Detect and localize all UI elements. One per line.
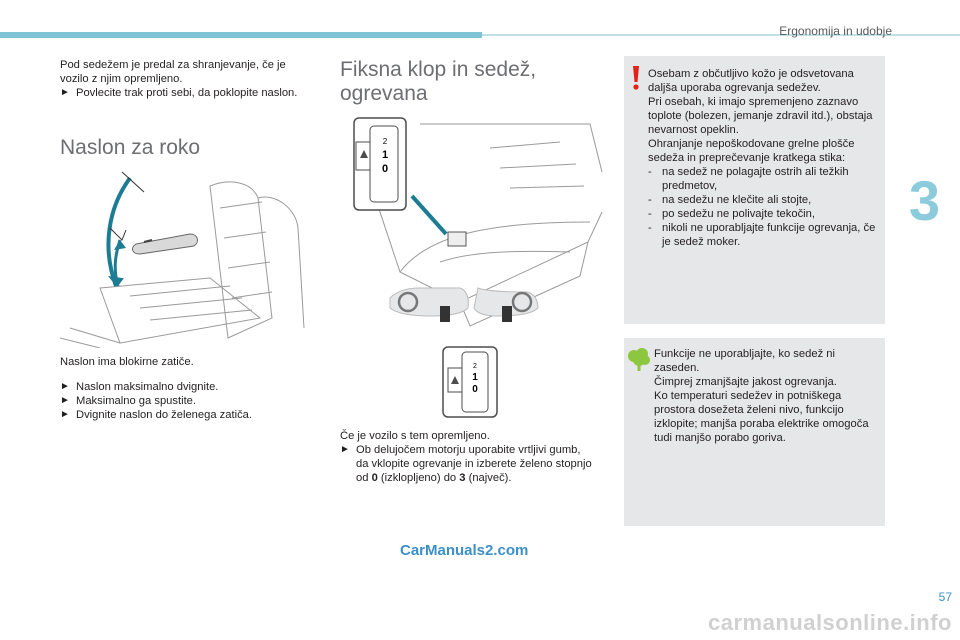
armrest-bullet-1: ► Naslon maksimalno dvignite.: [60, 381, 219, 393]
armrest-text-block: [60, 355, 310, 422]
intro-text: Pod sedežem je predal za shranjevanje, če je vozilo z njim opremljeno.: [60, 59, 286, 85]
warning-paragraph-2: Pri osebah, ki imajo spremenjeno zaznavo toplote (bolezen, jemanje zdravil itd.), obstaja nevarnost opeklin.: [648, 96, 873, 136]
exclamation-warning-icon: [632, 66, 640, 90]
intro-bullet: ► Povlecite trak proti sebi, da poklopite naslon.: [60, 87, 298, 99]
armrest-bullet-2: ► Maksimalno ga spustite.: [60, 395, 197, 407]
eco-line-1: Funkcije ne uporabljajte, ko sedež ni zaseden.: [654, 348, 835, 374]
heated-seat-title: Fiksna klop in sedež, ogrevana: [340, 58, 537, 105]
eco-line-2: Čimprej zmanjšajte jakost ogrevanja.: [654, 376, 837, 388]
heat-dial-closeup: [440, 344, 500, 420]
dial-label-2: 2: [382, 137, 388, 146]
storage-intro: [60, 58, 310, 100]
warning-item-1: - na sedež ne polagajte ostrih ali težkih predmetov,: [648, 166, 849, 192]
eco-line-3: Ko temperaturi sedežev in potniškega prostora dosežeta želeni nivo, funkcijo izklopite; manjša poraba elektrike omogoča tudi manjšo porabo goriva.: [654, 390, 869, 444]
dial-label-0: 0: [381, 163, 389, 175]
watermark-link[interactable]: CarManuals2.com: [400, 542, 529, 559]
eco-box: [624, 338, 885, 526]
bullet-icon: ►: [60, 409, 70, 420]
dial-label-1: 1: [381, 149, 389, 161]
seat-dial-strip: [390, 288, 538, 322]
armrest-illustration: [60, 168, 310, 348]
bullet-icon: ►: [60, 381, 70, 392]
warning-item-3: - po sedežu ne polivajte tekočin,: [648, 208, 815, 220]
warning-box: [624, 56, 885, 324]
heated-seat-illustration: [340, 112, 610, 342]
small-dial-label-2: 2: [473, 363, 477, 370]
page-number: 57: [938, 590, 952, 604]
watermark-bottom: carmanualsonline.info: [708, 610, 952, 635]
small-dial-label-0: 0: [472, 384, 478, 395]
warning-item-4: - nikoli ne uporabljajte funkcije ogrevanja, če je sedež moker.: [648, 222, 876, 248]
armrest-text: Naslon ima blokirne zatiče.: [60, 356, 194, 368]
warning-paragraph-3: Ohranjanje nepoškodovane grelne plošče sedeža in preprečevanje kratkega stika:: [648, 138, 855, 164]
top-accent-bar: [0, 32, 482, 38]
bullet-icon: ►: [60, 395, 70, 406]
warning-item-2: - na sedežu ne klečite ali stojte,: [648, 194, 812, 206]
chapter-number: 3: [908, 169, 940, 232]
armrest-bullet-3: ► Dvignite naslon do želenega zatiča.: [60, 409, 253, 421]
eco-tree-icon: [626, 347, 652, 371]
heated-seat-bullet: ► Ob delujočem motorju uporabite vrtljivi gumb, da vklopite ogrevanje in izberete želeno stopnjo od 0 (izklopljeno) do 3 (največ).: [340, 444, 592, 484]
small-dial-label-1: 1: [472, 372, 478, 383]
condition-text: Če je vozilo s tem opremljeno.: [340, 430, 490, 442]
bullet-icon: ►: [340, 444, 350, 455]
heated-seat-text: [340, 429, 596, 485]
armrest-title: Naslon za roko: [60, 136, 201, 159]
section-title: Ergonomija in udobje: [779, 24, 892, 38]
bullet-icon: ►: [60, 87, 70, 98]
warning-paragraph-1: Osebam z občutljivo kožo je odsvetovana daljša uporaba ogrevanja sedežev.: [648, 68, 854, 94]
